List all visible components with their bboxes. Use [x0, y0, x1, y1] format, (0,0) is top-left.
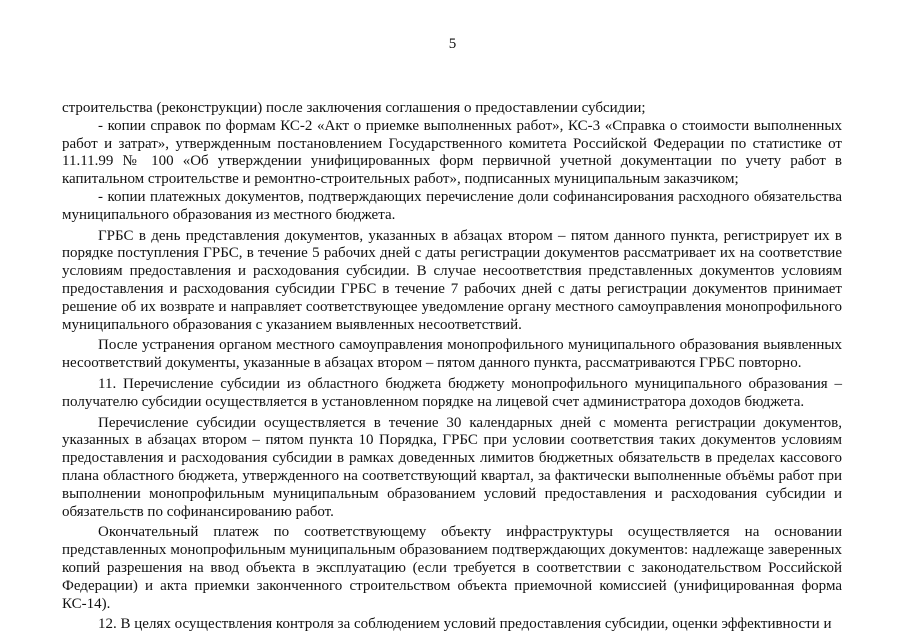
paragraph-ks-forms: - копии справок по формам КС-2 «Акт о приемке выполненных работ», КС-3 «Справка о стоимости выполненных работ и затрат», утвержденным постановлением Государственного комитета Российской Федерации по статистике от 11.11.99 № 100 «Об утверждении унифицированных форм первичной учетной документации по учету работ в капитальном строительстве и ремонтно-строительных работ», подписанных муниципальным заказчиком;	[62, 117, 842, 188]
paragraph-final-payment: Окончательный платеж по соответствующему объекту инфраструктуры осуществляется на основании представленных монопрофильным муниципальным образованием подтверждающих документов: надлежаще заверенных копий разрешения на ввод объекта в эксплуатацию (если требуется в соответствии с законодательством Российской Федерации) и акта приемки законченного строительством объекта приемочной комиссией (унифицированная форма КС-14).	[62, 524, 842, 612]
paragraph-resubmission: После устранения органом местного самоуправления монопрофильного муниципального образования выявленных несоответствий документы, указанные в абзацах втором – пятом данного пункта, рассматриваются ГРБС повторно.	[62, 337, 842, 372]
paragraph-payment-docs: - копии платежных документов, подтверждающих перечисление доли софинансирования расходного обязательства муниципального образования из местного бюджета.	[62, 188, 842, 223]
paragraph-continuation: строительства (реконструкции) после заключения соглашения о предоставлении субсидии;	[62, 100, 646, 116]
paragraph-transfer-terms: Перечисление субсидии осуществляется в течение 30 календарных дней с момента регистрации документов, указанных в абзацах втором – пятом пункта 10 Порядка, ГРБС при условии соответствия таких документов условиям предоставления и расходования субсидии в рамках доведенных лимитов бюджетных обязательств в пределах кассового плана областного бюджета, утвержденного на соответствующий квартал, за фактически выполненные объёмы работ при выполнении монопрофильным муниципальным образованием условий предоставления и расходования субсидии и обязательств по софинансированию работ.	[62, 414, 842, 520]
document-body	[62, 100, 842, 634]
paragraph-grbs-registration: ГРБС в день представления документов, указанных в абзацах втором – пятом данного пункта, регистрирует их в порядке поступления ГРБС, в течение 5 рабочих дней с даты регистрации документов рассматривает их на соответствие условиям предоставления и расходования субсидии. В случае несоответствия представленных документов условиям предоставления и расходования субсидии ГРБС в течение 7 рабочих дней с даты регистрации документов принимает решение об их возврате и направляет соответствующее уведомление органу местного самоуправления монопрофильного муниципального образования с указанием выявленных несоответствий.	[62, 227, 842, 333]
paragraph-11-transfer: 11. Перечисление субсидии из областного бюджета бюджету монопрофильного муниципального образования – получателю субсидии осуществляется в установленном порядке на лицевой счет администратора доходов бюджета.	[62, 375, 842, 410]
paragraph-12-control: 12. В целях осуществления контроля за соблюдением условий предоставления субсидии, оценки эффективности и	[98, 616, 832, 633]
page-number: 5	[448, 36, 457, 52]
